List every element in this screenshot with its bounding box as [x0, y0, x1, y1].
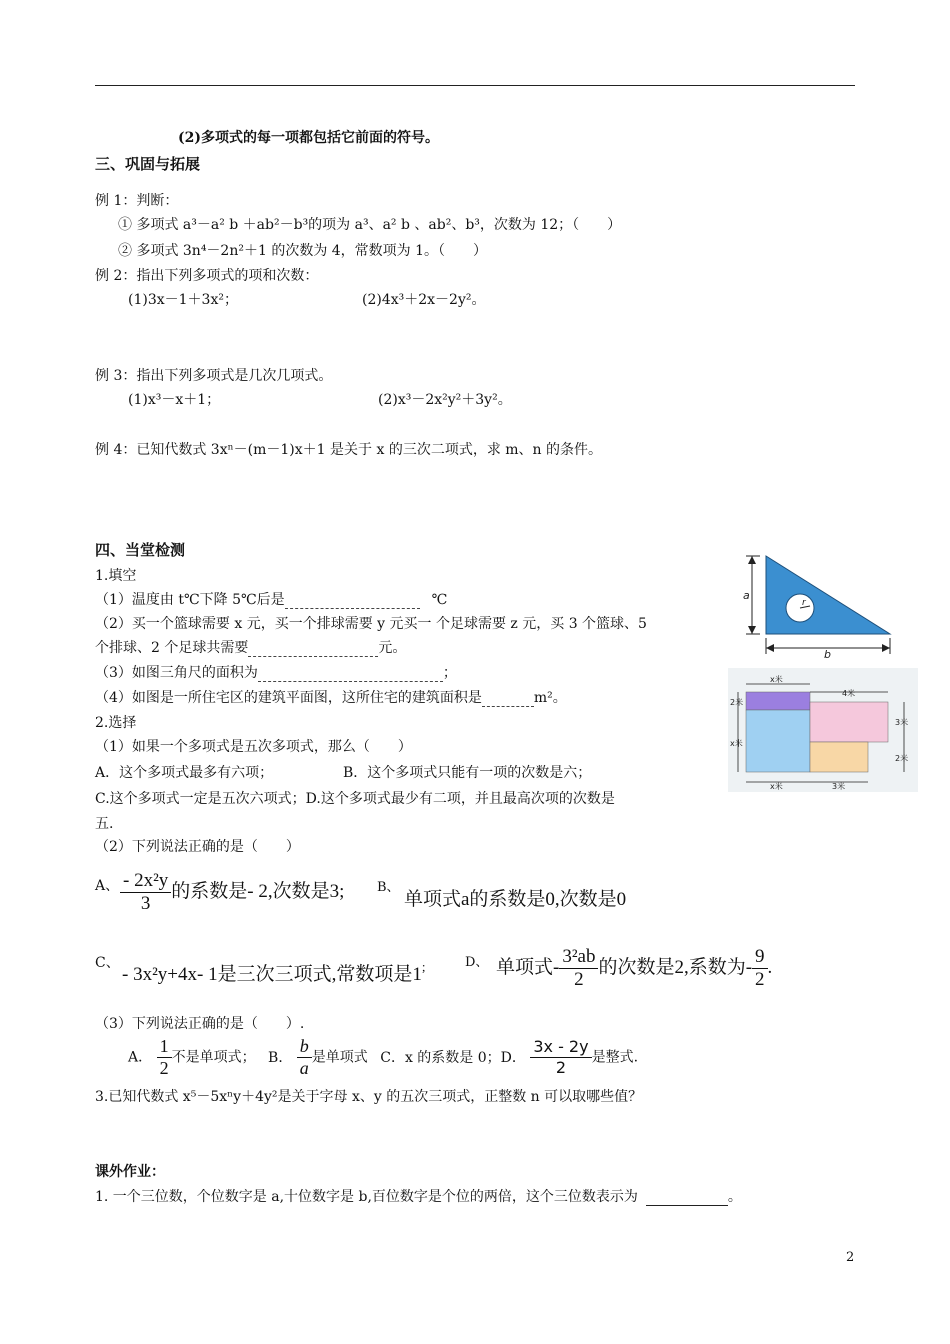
choice-q2-d-denominator-2: 2: [755, 968, 765, 990]
section-4-title: 四、当堂检测: [95, 541, 186, 559]
fill-q2-line2: [95, 637, 406, 657]
floorplan-label-x-left: x米: [730, 739, 743, 748]
choice-q2-d-end: .: [767, 957, 773, 979]
room-blue: [746, 710, 810, 772]
room-pink: [810, 702, 888, 742]
fill-q2-blank[interactable]: [248, 642, 378, 657]
section-point-2: (2)多项式的每一项都包括它前面的符号。: [178, 130, 439, 146]
choice-q2-d-numerator-2: 9: [752, 946, 768, 969]
choice-q2-a: [120, 870, 344, 916]
triangle-shape: [766, 556, 890, 634]
choice-q3-b-text: 是单项式: [311, 1049, 368, 1066]
choice-q2-c: [122, 959, 425, 986]
example-4: 例 4：已知代数式 3xⁿ－(m－1)x＋1 是关于 x 的三次二项式，求 m、n 的条件。: [95, 442, 603, 458]
floorplan-label-x-bottom: x米: [770, 782, 783, 791]
choice-q2-d-prefix: 单项式-: [496, 957, 560, 979]
floorplan-label-4m: 4米: [842, 689, 856, 698]
choice-q3-c-text: C．x 的系数是 0；D．: [380, 1049, 526, 1066]
choice-title: 2.选择: [95, 715, 137, 731]
floorplan-label-3m-right: 3米: [895, 718, 909, 727]
choice-q2-d-numerator: 3²ab: [559, 946, 598, 969]
choice-q3-b-numerator: b: [297, 1036, 312, 1058]
choice-q3-b-denominator: a: [299, 1057, 309, 1078]
triangle-label-b: b: [824, 648, 831, 661]
choice-q3-a-text: 不是单项式；: [171, 1049, 256, 1066]
homework-title: 课外作业：: [95, 1164, 165, 1180]
choice-q2-d-label: D、: [465, 955, 489, 970]
floorplan-label-2m-left: 2米: [730, 698, 744, 707]
choice-q2: （2）下列说法正确的是（ ）: [95, 839, 300, 855]
floorplan-label-2m-right: 2米: [895, 754, 909, 763]
choice-q3-a-label: A．: [128, 1049, 153, 1066]
choice-q2-d-fraction-2: [752, 946, 768, 992]
choice-q3-a-fraction: [157, 1036, 172, 1079]
fill-q2-line1: （2）买一个篮球需要 x 元，买一个排球需要 y 元买一 个足球需要 z 元，买 3 个篮球、5: [95, 616, 647, 632]
floorplan-svg: [728, 668, 918, 792]
choice-q2-a-label: A、: [95, 878, 120, 894]
fill-title: 1.填空: [95, 568, 137, 584]
choice-q3-d-denominator: 2: [555, 1057, 567, 1077]
homework-q1-end: 。: [727, 1189, 742, 1205]
fill-q3-text: （3）如图三角尺的面积为: [95, 665, 258, 681]
choice-q2-c-label: C、: [95, 955, 120, 971]
fill-q3-end: ；: [442, 665, 457, 681]
choice-q2-b-label: B、: [377, 880, 400, 895]
section-3-title: 三、巩固与拓展: [95, 155, 201, 173]
arrow-a-top: [748, 556, 756, 564]
homework-q1-text: 1. 一个三位数，个位数字是 a,十位数字是 b,百位数字是个位的两倍，这个三位数表示为: [95, 1189, 638, 1205]
choice-q2-c-text: - 3x²y+4x- 1是三次三项式,常数项是1: [122, 964, 422, 985]
example-1-item-2: ② 多项式 3n⁴－2n²＋1 的次数为 4，常数项为 1。（ ）: [118, 243, 488, 259]
choice-q2-d-denominator: 2: [574, 968, 584, 990]
fill-q2-text: 个排球、2 个足球共需要: [95, 640, 249, 656]
choice-q3-d-numerator: 3x - 2y: [530, 1038, 591, 1057]
fill-q1: [95, 589, 447, 609]
choice-q1-b: B．这个多项式只能有一项的次数是六；: [343, 765, 592, 781]
choice-q2-d: [496, 946, 772, 992]
choice-q2-c-semicolon: ;: [421, 959, 426, 974]
choice-q2-d-middle: 的次数是2,系数为-: [598, 957, 753, 979]
example-3-title: 例 3：指出下列多项式是几次几项式。: [95, 368, 333, 384]
choice-q2-a-fraction: [120, 870, 171, 916]
choice-q3-options: [128, 1036, 638, 1079]
choice-q3-b-label: B．: [268, 1049, 293, 1066]
fill-q4-blank[interactable]: [482, 692, 534, 707]
example-1-title: 例 1：判断：: [95, 193, 179, 209]
choice-q2-d-fraction: [559, 946, 598, 992]
fill-q4: [95, 687, 567, 707]
example-3-a: (1)x³－x＋1；: [128, 392, 221, 408]
fill-q3: [95, 662, 457, 682]
choice-q1: （1）如果一个多项式是五次多项式，那么（ ）: [95, 739, 412, 755]
triangle-ruler-figure: [738, 550, 898, 662]
homework-q1: [95, 1186, 742, 1206]
choice-q3-d-fraction: [530, 1038, 591, 1077]
example-2-title: 例 2：指出下列多项式的项和次数：: [95, 268, 319, 284]
example-2-b: (2)4x³＋2x－2y²。: [362, 292, 486, 308]
fill-q4-unit: m²。: [533, 690, 567, 706]
fill-q3-blank[interactable]: [258, 667, 443, 682]
triangle-label-r: r: [802, 598, 806, 608]
example-2-a: (1)3x－1＋3x²；: [128, 292, 238, 308]
room-purple: [746, 692, 810, 710]
homework-q1-blank[interactable]: [646, 1191, 728, 1206]
choice-q1-a: A．这个多项式最多有六项；: [95, 765, 274, 781]
triangle-label-a: a: [743, 589, 750, 602]
choice-q2-a-denominator: 3: [140, 892, 151, 914]
choice-q1-cd-cont: 五.: [95, 816, 114, 832]
choice-q3: （3）下列说法正确的是（ ）.: [95, 1016, 305, 1032]
choice-q2-b-text: 单项式a的系数是0,次数是0: [404, 889, 627, 910]
fill-q1-blank[interactable]: [285, 594, 420, 609]
question-3: 3.已知代数式 x⁵－5xⁿy＋4y²是关于字母 x、y 的五次三项式，正整数 n 可以取哪些值？: [95, 1089, 643, 1105]
choice-q3-a-numerator: 1: [157, 1036, 172, 1058]
arrow-a-bottom: [748, 626, 756, 634]
fill-q1-text: （1）温度由 t℃下降 5℃后是: [95, 592, 285, 608]
choice-q3-b-fraction: [297, 1036, 312, 1079]
choice-q1-cd: C.这个多项式一定是五次六项式；D.这个多项式最少有二项，并且最高次项的次数是: [95, 791, 615, 807]
choice-q2-a-text: 的系数是- 2,次数是3;: [171, 881, 345, 903]
choice-q3-a-denominator: 2: [159, 1057, 169, 1078]
fill-q4-text: （4）如图是一所住宅区的建筑平面图，这所住宅的建筑面积是: [95, 690, 482, 706]
triangle-ruler-svg: [738, 550, 898, 662]
choice-q2-a-numerator: - 2x²y: [120, 870, 171, 893]
example-3-b: (2)x³－2x²y²＋3y²。: [378, 392, 512, 408]
fill-q1-unit: ℃: [431, 592, 448, 608]
header-rule: [95, 85, 855, 86]
floorplan-label-3m-bottom: 3米: [832, 782, 846, 791]
floorplan-label-x-top: x米: [770, 675, 783, 684]
example-1-item-1: ① 多项式 a³－a² b ＋ab²－b³的项为 a³、a² b 、ab²、b³，次数为 12；（ ）: [118, 217, 622, 233]
room-orange: [810, 742, 868, 772]
page-number: 2: [846, 1250, 855, 1265]
fill-q2-unit: 元。: [378, 640, 407, 656]
choice-q3-d-text: 是整式.: [591, 1049, 639, 1066]
floorplan-figure: [728, 668, 918, 792]
